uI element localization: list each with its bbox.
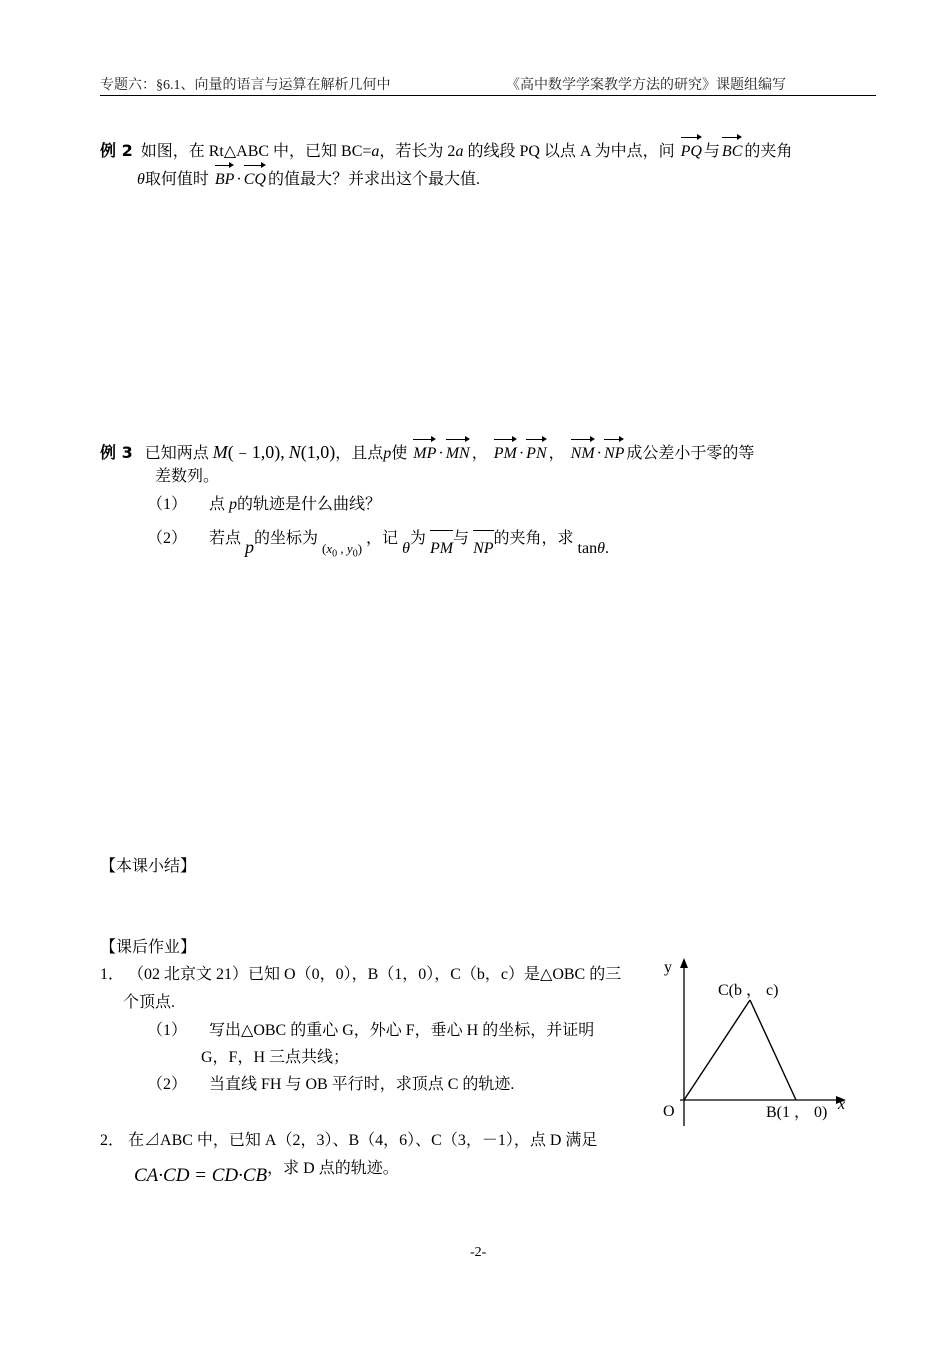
vector-pn: PN [526, 440, 546, 465]
example2-line1 [100, 138, 792, 163]
text: （02 北京文 21）已知 O（0，0），B（1，0），C（b，c）是△OBC 的三 [128, 966, 622, 983]
homework-title: 【课后作业】 [100, 939, 197, 956]
page-number: -2- [470, 1245, 487, 1260]
vector-cq: CQ [244, 166, 266, 191]
text: 使 [391, 445, 408, 462]
text: 与 [453, 530, 470, 547]
example3-line2: 差数列。 [155, 468, 220, 485]
var-a: a [371, 143, 380, 160]
text: ，且点 [335, 445, 384, 462]
var-theta: θ [402, 540, 410, 557]
text: 如图，在 Rt△ABC 中，已知 BC= [140, 143, 372, 160]
homework-p1-s1 [147, 1020, 594, 1042]
header-rule [100, 95, 876, 96]
segment-pm: PM [430, 538, 453, 560]
p2-number: 2． [100, 1132, 125, 1149]
homework-p1-s1-line2: G，F，H 三点共线； [201, 1049, 350, 1066]
text: 为 [409, 530, 426, 547]
vector-mn: MN [446, 440, 470, 465]
text: 与 [703, 143, 720, 160]
text: 若点 [209, 530, 242, 547]
example2-label: 例 2 [100, 141, 133, 160]
text: 的轨迹是什么曲线？ [237, 496, 382, 513]
example2-line2 [137, 166, 480, 191]
dot-product-equation: CA·CD = CD·CB [134, 1165, 268, 1186]
homework-p1-s2 [147, 1074, 514, 1096]
vector-nm: NM [571, 440, 595, 465]
var-p: p [383, 445, 392, 462]
n-coord: (1,0) [300, 442, 336, 462]
vector-bp: BP [215, 166, 235, 191]
text: ，若长为 2 [379, 143, 456, 160]
text: 已知两点 [144, 445, 209, 462]
sub-number: （1） [147, 1022, 188, 1039]
tan-theta: tanθ [577, 540, 605, 557]
homework-p2-line1 [100, 1130, 597, 1152]
var-theta: θ [137, 171, 145, 188]
text: 的夹角，求 [493, 530, 574, 547]
text: 在⊿ABC 中，已知 A（2，3）、B（4，6）、C（3，－1），点 D 满足 [128, 1132, 598, 1149]
homework-p1-line2: 个顶点. [123, 994, 176, 1011]
side-cb [750, 1000, 796, 1100]
point-c-label: C(b ， c) [718, 982, 779, 999]
text: 成公差小于零的等 [626, 445, 755, 462]
vector-bc: BC [722, 138, 742, 163]
vector-mp: MP [413, 440, 436, 465]
text: ，求 D 点的轨迹。 [267, 1160, 399, 1177]
text: 的线段 PQ 以点 A 为中点，问 [463, 143, 675, 160]
vector-pm: PM [494, 440, 517, 465]
point-n: N [288, 442, 301, 462]
text: 的值最大？并求出这个最大值. [267, 171, 480, 188]
side-oc [684, 1000, 750, 1100]
q1-number: （1） [147, 496, 188, 513]
m-coord: (﹣1,0), [227, 442, 285, 462]
text: 写出△OBC 的重心 G，外心 F，垂心 H 的坐标，并证明 [209, 1022, 595, 1039]
example3-q2: （2） 若点 p的坐标为 $_{(x_0 , y_0)}$ ，记 θ为 PM与 NP的夹角，求 tanθ. [147, 530, 609, 560]
example3-label: 例 3 [100, 443, 133, 462]
text: 的夹角 [744, 143, 793, 160]
text: ， [471, 445, 488, 462]
text: ，记 [366, 530, 399, 547]
text: 取何值时 [144, 171, 209, 188]
origin-label: O [663, 1103, 675, 1120]
homework-p2-line2 [134, 1160, 399, 1187]
point-m: M [212, 442, 228, 462]
text: ， [548, 445, 565, 462]
triangle-figure [650, 950, 860, 1135]
segment-np: NP [473, 538, 493, 560]
text: 当直线 FH 与 OB 平行时，求顶点 C 的轨迹. [209, 1076, 515, 1093]
homework-p1-line1 [100, 964, 621, 986]
vector-pq: PQ [681, 138, 702, 163]
y-axis-arrow-icon [680, 958, 688, 968]
text: 点 [209, 496, 226, 513]
coord-x0-y0: (x0 , y0) [322, 541, 363, 560]
summary-title: 【本课小结】 [100, 858, 197, 875]
header-left: 专题六：§6.1、向量的语言与运算在解析几何中 [100, 78, 391, 93]
x-axis-label: x [838, 1096, 846, 1113]
example3-q1 [147, 494, 381, 516]
y-axis-label: y [664, 959, 672, 976]
sub-number: （2） [147, 1076, 188, 1093]
text: 的坐标为 [254, 530, 319, 547]
dot-operator: · [236, 171, 242, 188]
p1-number: 1． [100, 966, 125, 983]
var-p: p [245, 537, 255, 557]
point-b-label: B(1 ， 0) [766, 1104, 828, 1121]
var-p: p [229, 496, 238, 513]
example3-line1: 例 3 已知两点 M(﹣1,0), N(1,0)，且点p使 MP · MN ， PM · PN ， NM · NP 成公差小于零的等 [100, 440, 754, 465]
vector-np: NP [604, 440, 624, 465]
header-right: 《高中数学学案教学方法的研究》课题组编写 [506, 78, 786, 93]
var-a: a [455, 143, 464, 160]
q2-number: （2） [147, 530, 188, 547]
